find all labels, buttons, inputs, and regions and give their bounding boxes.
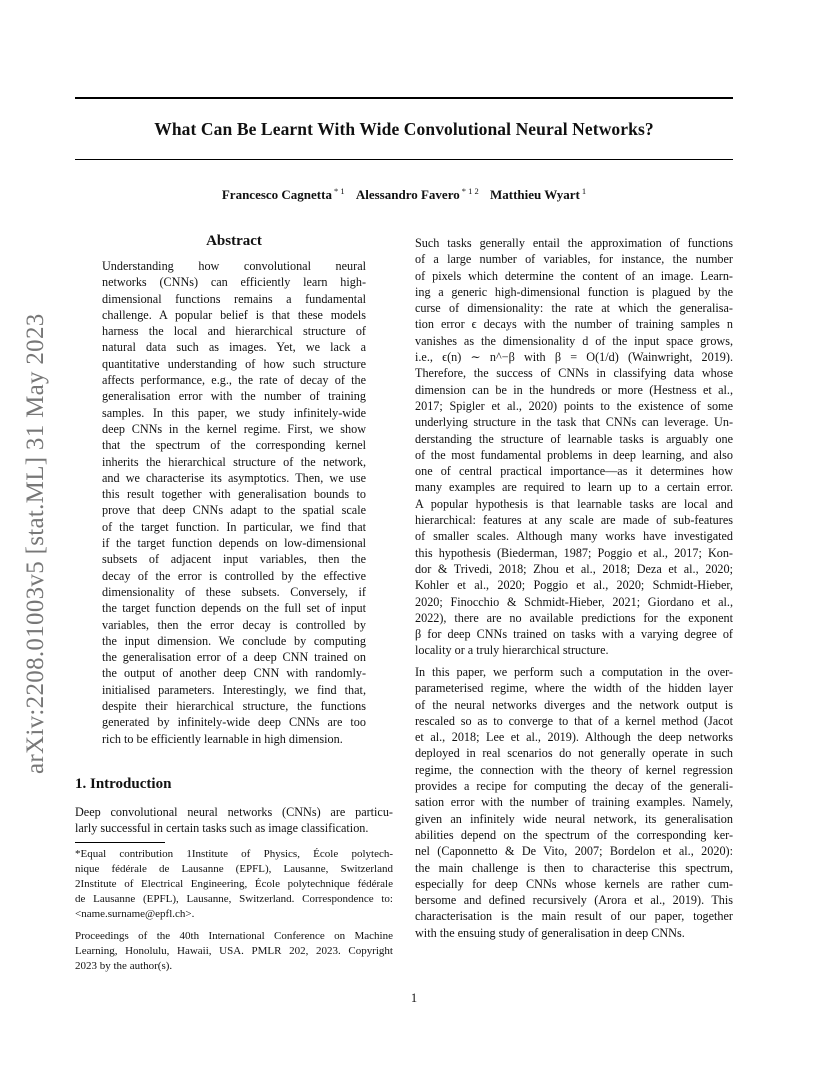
author: Matthieu Wyart $^1$ xyxy=(489,186,587,202)
text-line: of the neural networks diverges and the network output is xyxy=(415,697,733,712)
title-top-rule xyxy=(75,97,733,99)
text-line: if the target function depends on low-dimensional xyxy=(102,536,366,551)
text-line: characterisation is the main result of our paper, together xyxy=(415,909,733,924)
text-line: locality or a truly hierarchical structure. xyxy=(415,643,609,658)
proceedings-note xyxy=(75,929,393,974)
text-line: Understanding how convolutional neural xyxy=(102,259,366,273)
text-line: Such tasks generally entail the approximation of functions xyxy=(415,236,733,250)
abstract-text xyxy=(102,258,366,747)
text-line: the output of another deep CNN with randomly- xyxy=(102,666,366,681)
paper-title: What Can Be Learnt With Wide Convolutional Neural Networks? xyxy=(154,119,654,139)
text-line: <name.surname@epfl.ch>. xyxy=(75,908,195,920)
text-line: rich to be efficiently learnable in high dimension. xyxy=(102,731,343,746)
text-line: de Lausanne (EPFL), Lausanne, Switzerland. Correspondence to: xyxy=(75,893,393,905)
text-line: natural data such as images. Yet, we lack a xyxy=(102,340,366,355)
text-line: of the most fundamental problems in deep learning, and also xyxy=(415,447,733,462)
text-line: ing a generic high-dimensional function is plagued by the xyxy=(415,284,733,299)
text-line: dor & Trivedi, 2018; Zhou et al., 2018; Deza et al., 2020; xyxy=(415,561,733,576)
text-line: deployed in real scenarios do not generally operate in such xyxy=(415,746,733,761)
text-line: abilities depend on the spectrum of the corresponding ker- xyxy=(415,827,733,842)
text-line: bersome and defined recursively (Arora et al., 2019). This xyxy=(415,893,733,908)
intro-paragraph-1 xyxy=(415,235,733,659)
text-line: decay of the error is controlled by the effective xyxy=(102,568,366,583)
text-line: provides a recipe for computing the decay of the generali- xyxy=(415,779,733,794)
title-bottom-rule xyxy=(75,159,733,160)
text-line: harness the local and hierarchical structure of xyxy=(102,324,366,339)
text-line: this result together with generalisation bounds to xyxy=(102,487,366,502)
author-list xyxy=(75,186,733,203)
text-line: the target function depends on the full set of input xyxy=(102,601,366,616)
text-line: parameterised regime, where the width of the hidden layer xyxy=(415,681,733,696)
text-line: i.e., ϵ(n) ∼ n^−β with β = O(1/d) (Wainwright, 2019). xyxy=(415,350,733,365)
footnotes xyxy=(75,847,393,922)
text-line: variables, then the error decay is controlled by xyxy=(102,617,366,632)
text-line: β for deep CNNs trained on tasks with a varying degree of xyxy=(415,627,733,642)
section-heading-introduction: 1. Introduction xyxy=(75,776,172,792)
text-line: derstanding the structure of learnable tasks is arguably one xyxy=(415,431,733,446)
introduction-text xyxy=(75,804,393,837)
arxiv-identifier: arXiv:2208.01003v5 [stat.ML] 31 May 2023 xyxy=(22,313,49,774)
text-line: et al., 2018; Lee et al., 2019). Although the deep networks xyxy=(415,730,733,745)
text-line: that the spectrum of the corresponding kernel xyxy=(102,438,366,453)
text-line: prove that deep CNNs adapt to the spatial scale xyxy=(102,503,366,518)
text-line: the generalisation error of a deep CNN trained on xyxy=(102,650,366,665)
text-line: larly successful in certain tasks such as image classification. xyxy=(75,821,369,836)
text-line: 2Institute of Electrical Engineering, École polytechnique fédérale xyxy=(75,878,393,890)
text-line: of smaller scales. Although many works have investigated xyxy=(415,529,733,544)
footnote-rule xyxy=(75,842,165,843)
text-line: sation error with the number of training examples. Namely, xyxy=(415,795,733,810)
text-line: despite their hierarchical structure, the functions xyxy=(102,699,366,714)
text-line: Learning, Honolulu, Hawaii, USA. PMLR 202, 2023. Copyright xyxy=(75,945,393,957)
text-line: samples. In this paper, we study infinitely-wide xyxy=(102,405,366,420)
text-line: regime, the connection with the theory of kernel regression xyxy=(415,762,733,777)
text-line: deep CNNs in the kernel regime. First, we show xyxy=(102,421,366,436)
text-line: the main challenge is then to characterise this spectrum, xyxy=(415,860,733,875)
text-line: of a large number of variables, for instance, the number xyxy=(415,252,733,267)
text-line: of pixels which determine the content of an image. Learn- xyxy=(415,268,733,283)
text-line: Kohler et al., 2020; Poggio et al., 2020; Schmidt-Hieber, xyxy=(415,578,733,593)
text-line: *Equal contribution 1Institute of Physics, École polytech- xyxy=(75,848,393,860)
text-line: the input dimension. We conclude by computing xyxy=(102,633,366,648)
text-line: and we characterise its asymptotics. Then, we use xyxy=(102,470,366,485)
text-line: In this paper, we perform such a computation in the over- xyxy=(415,665,733,679)
text-line: dimensionality of these subsets. Conversely, if xyxy=(102,584,366,599)
text-line: subsets of adjacent input variables, then the xyxy=(102,552,366,567)
text-line: with the ensuing study of generalisation in deep CNNs. xyxy=(415,925,685,940)
text-line: Deep convolutional neural networks (CNNs) are particu- xyxy=(75,805,393,819)
text-line: 2023 by the author(s). xyxy=(75,960,173,972)
text-line: generalisation error with the number of training xyxy=(102,389,366,404)
text-line: initialised parameters. Interestingly, we find that, xyxy=(102,682,366,697)
text-line: this hypothesis (Biederman, 1987; Poggio et al., 2017; Kon- xyxy=(415,545,733,560)
text-line: Proceedings of the 40th International Conference on Machine xyxy=(75,930,393,942)
text-line: inherits the hierarchical structure of the network, xyxy=(102,454,366,469)
text-line: affects performance, e.g., the rate of decay of the xyxy=(102,373,366,388)
text-line: nique fédérale de Lausanne (EPFL), Lausanne, Switzerland xyxy=(75,863,393,875)
text-line: 2020; Finocchio & Schmidt-Hieber, 2021; Giordano et al., xyxy=(415,594,733,609)
text-line: tion error ϵ decays with the number of training samples n xyxy=(415,317,733,332)
text-line: hierarchical: features at any scale are made of sub-features xyxy=(415,513,733,528)
text-line: vanishes as the dimensionality d of the input space grows, xyxy=(415,333,733,348)
abstract-heading: Abstract xyxy=(206,233,262,249)
text-line: rescaled so as to converge to that of a kernel method (Jacot xyxy=(415,713,733,728)
text-line: 2017; Spigler et al., 2020) points to the existence of some xyxy=(415,398,733,413)
text-line: dimension can be in the hundreds or more (Hestness et al., xyxy=(415,382,733,397)
text-line: Therefore, the success of CNNs in classifying data whose xyxy=(415,366,733,381)
text-line: 2022), there are no available predictions for the exponent xyxy=(415,610,733,625)
text-line: quantitative understanding of how such structure xyxy=(102,356,366,371)
page-number: 1 xyxy=(410,991,418,1005)
author: Alessandro Favero $^{* 1 2}$ xyxy=(355,186,479,202)
text-line: curse of dimensionality: the rate at which the generalisa- xyxy=(415,301,733,316)
text-line: especially for deep CNNs whose kernels are rather cum- xyxy=(415,876,733,891)
author: Francesco Cagnetta $^{* 1}$ xyxy=(221,186,345,202)
text-line: nel (Caponnetto & De Vito, 2007; Bordelon et al., 2020): xyxy=(415,844,733,859)
intro-paragraph-2 xyxy=(415,664,733,941)
text-line: generated by infinitely-wide deep CNNs are too xyxy=(102,715,366,730)
text-line: networks (CNNs) can efficiently learn high- xyxy=(102,275,366,290)
text-line: challenge. A popular belief is that these models xyxy=(102,307,366,322)
text-line: given an infinitely wide neural network, its generalisation xyxy=(415,811,733,826)
text-line: of the target function. In particular, we find that xyxy=(102,519,366,534)
text-line: dimensional functions remains a fundamental xyxy=(102,291,366,306)
text-line: A popular hypothesis is that learnable tasks are local and xyxy=(415,496,733,511)
text-line: underlying structure in the task that CNNs can leverage. Un- xyxy=(415,415,733,430)
text-line: many examples are required to learn up to a certain error. xyxy=(415,480,733,495)
text-line: one of central practical importance—as it determines how xyxy=(415,464,733,479)
